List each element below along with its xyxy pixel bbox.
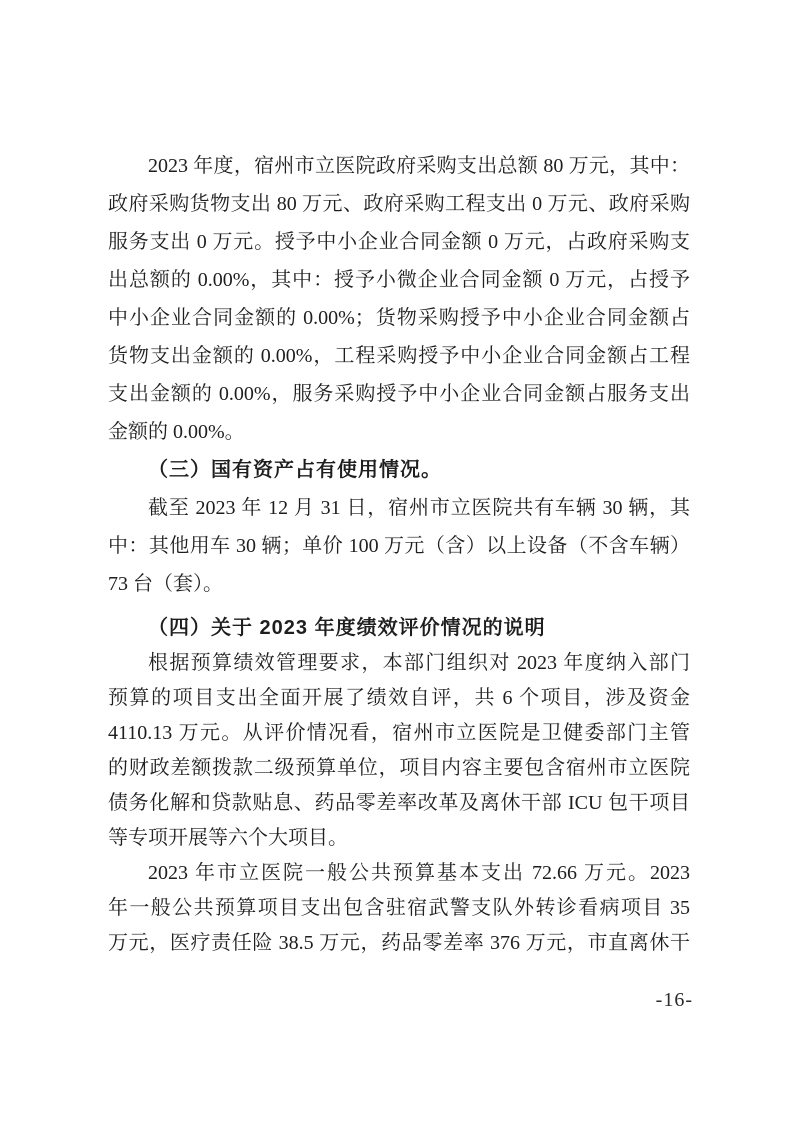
text-line: 支出金额的 0.00%，服务采购授予中小企业合同金额占服务支出 [108,383,690,405]
text-line: 中：其他用车 30 辆；单价 100 万元（含）以上设备（不含车辆） [108,535,690,557]
text-line: 政府采购货物支出 80 万元、政府采购工程支出 0 万元、政府采购 [108,193,690,215]
text-line: 等专项开展等六个大项目。 [108,827,348,849]
text-line: 出总额的 0.00%，其中：授予小微企业合同金额 0 万元，占授予 [108,269,690,291]
section-procurement-and-assets [108,147,690,603]
document-body [108,147,690,961]
text-line: 中小企业合同金额的 0.00%；货物采购授予中小企业合同金额占 [108,307,690,329]
text-line: 金额的 0.00%。 [108,421,245,443]
text-line: 2023 年市立医院一般公共预算基本支出 72.66 万元。2023 [148,862,690,884]
text-line: 根据预算绩效管理要求，本部门组织对 2023 年度纳入部门 [148,652,690,674]
section-performance-evaluation [108,611,690,961]
text-line: 73 台（套）。 [108,573,223,595]
text-line: 债务化解和贷款贴息、药品零差率改革及离休干部 ICU 包干项目 [108,792,690,814]
text-line: 服务支出 0 万元。授予中小企业合同金额 0 万元，占政府采购支 [108,231,690,253]
text-line: 的财政差额拨款二级预算单位，项目内容主要包含宿州市立医院 [108,757,690,779]
text-line: 4110.13 万元。从评价情况看，宿州市立医院是卫健委部门主管 [108,722,690,744]
section-4-heading: （四）关于 2023 年度绩效评价情况的说明 [148,617,546,639]
text-line: 2023 年度，宿州市立医院政府采购支出总额 80 万元，其中： [148,155,690,177]
text-line: 年一般公共预算项目支出包含驻宿武警支队外转诊看病项目 35 [108,897,690,919]
page-number: -16- [655,989,693,1011]
text-line: 货物支出金额的 0.00%，工程采购授予中小企业合同金额占工程 [108,345,690,367]
text-line: 预算的项目支出全面开展了绩效自评，共 6 个项目，涉及资金 [108,687,690,709]
text-line: 截至 2023 年 12 月 31 日，宿州市立医院共有车辆 30 辆，其 [148,497,690,519]
text-line: 万元，医疗责任险 38.5 万元，药品零差率 376 万元，市直离休干 [108,932,690,954]
section-3-heading: （三）国有资产占有使用情况。 [148,459,442,481]
